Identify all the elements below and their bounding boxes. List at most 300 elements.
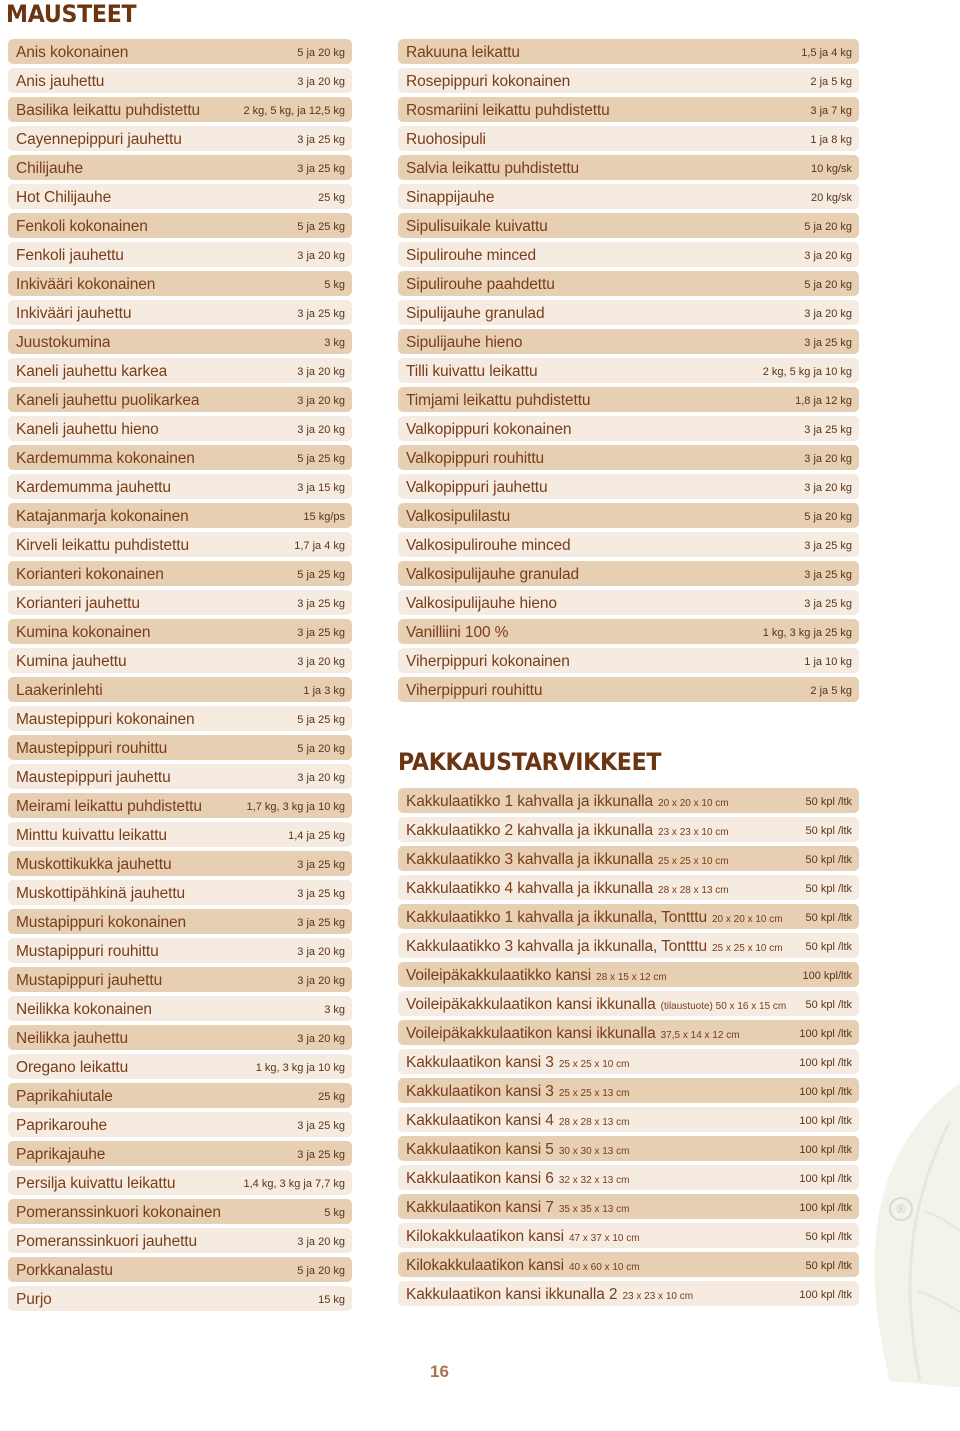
item-name-group <box>406 1025 740 1043</box>
item-quantity: 3 ja 25 kg <box>297 162 345 175</box>
item-name-group <box>16 537 189 555</box>
item-dimensions: 23 x 23 x 10 cm <box>658 826 729 838</box>
item-name-group <box>406 334 522 352</box>
item-name: Timjami leikattu puhdistettu <box>406 391 591 409</box>
item-name: Muskottikukka jauhettu <box>16 855 172 873</box>
list-item <box>8 734 352 763</box>
list-item <box>8 1169 352 1198</box>
item-quantity: 50 kpl /ltk <box>805 795 852 808</box>
list-item <box>8 241 352 270</box>
list-item <box>398 38 859 67</box>
item-quantity: 3 ja 20 kg <box>804 481 852 494</box>
item-name-group <box>16 1262 113 1280</box>
item-name: Valkosipulilastu <box>406 507 511 525</box>
item-quantity: 1 kg, 3 kg ja 10 kg <box>255 1061 345 1074</box>
list-item <box>8 154 352 183</box>
item-name-group <box>406 305 544 323</box>
item-name: Kilokakkulaatikon kansi <box>406 1256 564 1274</box>
list-item <box>8 299 352 328</box>
item-name: Persilja kuivattu leikattu <box>16 1174 176 1192</box>
item-name-group <box>16 189 111 207</box>
list-item <box>8 1140 352 1169</box>
list-item <box>8 328 352 357</box>
list-item <box>398 328 859 357</box>
list-item <box>398 1048 859 1077</box>
item-name: Paprikahiutale <box>16 1087 113 1105</box>
item-quantity: 5 ja 20 kg <box>297 1264 345 1277</box>
item-quantity: 3 ja 20 kg <box>297 75 345 88</box>
pakkaustarvikkeet-title: PAKKAUSTARVIKKEET <box>398 748 662 776</box>
item-name: Maustepippuri kokonainen <box>16 710 195 728</box>
item-name: Voileipäkakkulaatikon kansi ikkunalla <box>406 995 656 1013</box>
item-name: Sipulirouhe paahdettu <box>406 275 555 293</box>
item-name-group <box>16 421 159 439</box>
list-item <box>398 845 859 874</box>
item-dimensions: 20 x 20 x 10 cm <box>658 797 729 809</box>
item-quantity: 3 ja 7 kg <box>810 104 852 117</box>
item-name: Kakkulaatikko 4 kahvalla ja ikkunalla <box>406 879 654 897</box>
item-quantity: 5 kg <box>324 278 345 291</box>
item-name: Laakerinlehti <box>16 681 103 699</box>
list-item <box>8 212 352 241</box>
item-quantity: 1,7 kg, 3 kg ja 10 kg <box>246 800 345 813</box>
item-name: Inkivääri jauhettu <box>16 304 132 322</box>
item-name-group <box>16 1204 221 1222</box>
item-quantity: 1 kg, 3 kg ja 25 kg <box>762 626 852 639</box>
item-quantity: 3 ja 20 kg <box>297 974 345 987</box>
item-name-group <box>406 1170 629 1188</box>
list-item <box>8 1227 352 1256</box>
mausteet-list-right <box>398 38 859 705</box>
item-quantity: 3 ja 25 kg <box>804 568 852 581</box>
list-item <box>398 96 859 125</box>
item-quantity: 2 ja 5 kg <box>810 684 852 697</box>
item-dimensions: 47 x 37 x 10 cm <box>568 1232 640 1244</box>
item-name: Paprikajauhe <box>16 1145 106 1163</box>
item-name: Kardemumma kokonainen <box>16 449 195 467</box>
item-name-group <box>406 967 667 985</box>
item-name: Ruohosipuli <box>406 130 486 148</box>
item-name: Oregano leikattu <box>16 1058 129 1076</box>
item-quantity: 3 ja 25 kg <box>297 887 345 900</box>
item-name: Basilika leikattu puhdistettu <box>16 101 201 119</box>
item-quantity: 3 ja 25 kg <box>297 1148 345 1161</box>
item-name-group <box>16 682 103 700</box>
item-name-group <box>406 851 729 869</box>
item-dimensions: 28 x 15 x 12 cm <box>596 971 667 983</box>
item-name: Fenkoli jauhettu <box>16 246 124 264</box>
item-name-group <box>16 44 128 62</box>
list-item <box>8 589 352 618</box>
list-item <box>8 1198 352 1227</box>
item-name: Rakuuna leikattu <box>406 43 520 61</box>
item-name: Kaneli jauhettu hieno <box>16 420 159 438</box>
item-name: Maustepippuri rouhittu <box>16 739 168 757</box>
item-name: Sipulijauhe hieno <box>406 333 523 351</box>
item-name: Sinappijauhe <box>406 188 495 206</box>
item-quantity: 3 ja 20 kg <box>297 771 345 784</box>
item-quantity: 100 kpl /ltk <box>799 1201 852 1214</box>
item-quantity: 50 kpl /ltk <box>805 940 852 953</box>
item-name: Korianteri kokonainen <box>16 565 164 583</box>
item-quantity: 20 kg/sk <box>811 191 852 204</box>
item-name-group <box>16 885 185 903</box>
list-item <box>8 1256 352 1285</box>
item-quantity: 15 kg/ps <box>303 510 345 523</box>
item-name-group <box>406 1199 629 1217</box>
list-item <box>398 1251 859 1280</box>
item-name-group <box>406 102 610 120</box>
item-name-group <box>16 653 127 671</box>
list-item <box>8 1024 352 1053</box>
item-name-group <box>16 1059 128 1077</box>
list-item <box>398 1222 859 1251</box>
item-dimensions: 35 x 35 x 13 cm <box>558 1203 630 1215</box>
item-name-group <box>16 856 171 874</box>
item-dimensions: 25 x 25 x 13 cm <box>558 1087 630 1099</box>
item-name: Porkkanalastu <box>16 1261 113 1279</box>
list-item <box>398 154 859 183</box>
item-name: Neilikka jauhettu <box>16 1029 129 1047</box>
item-quantity: 3 ja 20 kg <box>804 452 852 465</box>
item-name-group <box>16 595 140 613</box>
item-name: Valkosipulijauhe hieno <box>406 594 557 612</box>
item-name-group <box>16 363 167 381</box>
item-name: Neilikka kokonainen <box>16 1000 152 1018</box>
item-name: Rosmariini leikattu puhdistettu <box>406 101 610 119</box>
item-name-group <box>16 1291 52 1309</box>
item-quantity: 3 ja 25 kg <box>804 336 852 349</box>
item-quantity: 3 ja 25 kg <box>804 423 852 436</box>
item-name-group <box>406 160 579 178</box>
list-item <box>8 763 352 792</box>
item-name: Kakkulaatikon kansi 5 <box>406 1140 554 1158</box>
item-name: Muskottipähkinä jauhettu <box>16 884 186 902</box>
item-name: Pomeranssinkuori kokonainen <box>16 1203 221 1221</box>
item-name: Chilijauhe <box>16 159 84 177</box>
item-name-group <box>16 624 150 642</box>
list-item <box>8 850 352 879</box>
item-name-group <box>406 1257 640 1275</box>
list-item <box>8 966 352 995</box>
list-item <box>398 1164 859 1193</box>
list-item <box>8 1053 352 1082</box>
item-name-group <box>16 943 159 961</box>
list-item <box>8 96 352 125</box>
item-dimensions: 32 x 32 x 13 cm <box>558 1174 630 1186</box>
item-name-group <box>406 1228 640 1246</box>
item-name-group <box>16 102 200 120</box>
item-name-group <box>406 938 783 956</box>
item-name: Kakkulaatikon kansi ikkunalla 2 <box>406 1285 618 1303</box>
list-item <box>8 38 352 67</box>
list-item <box>398 961 859 990</box>
item-quantity: 3 ja 25 kg <box>297 916 345 929</box>
item-name: Juustokumina <box>16 333 111 351</box>
item-name-group <box>406 1112 629 1130</box>
item-quantity: 3 ja 25 kg <box>297 597 345 610</box>
item-name: Cayennepippuri jauhettu <box>16 130 182 148</box>
item-quantity: 5 ja 20 kg <box>804 220 852 233</box>
item-quantity: 50 kpl /ltk <box>805 1230 852 1243</box>
item-quantity: 5 ja 20 kg <box>297 742 345 755</box>
list-item <box>8 1285 352 1314</box>
item-name: Minttu kuivattu leikattu <box>16 826 167 844</box>
item-quantity: 5 kg <box>324 1206 345 1219</box>
item-name-group <box>16 218 148 236</box>
item-quantity: 3 ja 25 kg <box>297 858 345 871</box>
item-name: Kaneli jauhettu karkea <box>16 362 168 380</box>
item-name: Inkivääri kokonainen <box>16 275 156 293</box>
item-quantity: 5 ja 25 kg <box>297 713 345 726</box>
item-quantity: 3 ja 25 kg <box>804 539 852 552</box>
list-item <box>398 125 859 154</box>
item-name: Kakkulaatikon kansi 3 <box>406 1053 554 1071</box>
list-item <box>398 357 859 386</box>
item-name: Voileipäkakkulaatikko kansi <box>406 966 592 984</box>
item-quantity: 15 kg <box>318 1293 345 1306</box>
item-name-group <box>16 1175 175 1193</box>
list-item <box>8 821 352 850</box>
list-item <box>398 1193 859 1222</box>
list-item <box>8 647 352 676</box>
item-name-group <box>16 450 195 468</box>
item-name-group <box>16 769 171 787</box>
list-item <box>398 1280 859 1309</box>
item-name-group <box>406 218 548 236</box>
item-name-group <box>406 421 571 439</box>
item-name: Valkopippuri rouhittu <box>406 449 545 467</box>
item-name-group <box>16 305 131 323</box>
item-name: Kakkulaatikon kansi 3 <box>406 1082 554 1100</box>
item-quantity: 100 kpl /ltk <box>799 1027 852 1040</box>
item-name-group <box>16 479 171 497</box>
item-name-group <box>16 798 202 816</box>
list-item <box>398 1135 859 1164</box>
item-quantity: 3 kg <box>324 336 345 349</box>
item-name-group <box>406 653 570 671</box>
item-quantity: 1,4 ja 25 kg <box>288 829 345 842</box>
item-name-group <box>16 1030 128 1048</box>
item-name: Kakkulaatikon kansi 6 <box>406 1169 554 1187</box>
item-name: Sipulisuikale kuivattu <box>406 217 548 235</box>
item-name: Meirami leikattu puhdistettu <box>16 797 202 815</box>
list-item <box>398 270 859 299</box>
item-name-group <box>16 914 186 932</box>
list-item <box>8 908 352 937</box>
item-name: Vanilliini 100 % <box>406 623 509 641</box>
item-dimensions: 37,5 x 14 x 12 cm <box>660 1029 740 1041</box>
item-quantity: 100 kpl /ltk <box>799 1085 852 1098</box>
item-name-group <box>406 624 508 642</box>
list-item <box>8 792 352 821</box>
item-name: Viherpippuri kokonainen <box>406 652 570 670</box>
item-quantity: 25 kg <box>318 191 345 204</box>
item-name: Mustapippuri kokonainen <box>16 913 187 931</box>
mausteet-title: MAUSTEET <box>6 0 137 28</box>
item-quantity: 5 ja 25 kg <box>297 568 345 581</box>
item-name-group <box>406 880 729 898</box>
list-item <box>8 879 352 908</box>
list-item <box>398 874 859 903</box>
list-item <box>8 502 352 531</box>
item-name: Anis jauhettu <box>16 72 105 90</box>
item-name-group <box>16 1146 105 1164</box>
item-name-group <box>16 972 162 990</box>
item-name: Salvia leikattu puhdistettu <box>406 159 580 177</box>
item-dimensions: 25 x 25 x 10 cm <box>712 942 783 954</box>
item-quantity: 3 ja 20 kg <box>297 423 345 436</box>
item-name-group <box>406 1083 629 1101</box>
item-name: Mustapippuri rouhittu <box>16 942 159 960</box>
item-quantity: 3 ja 20 kg <box>297 945 345 958</box>
item-name: Valkopippuri kokonainen <box>406 420 572 438</box>
list-item <box>398 903 859 932</box>
item-name-group <box>16 334 110 352</box>
list-item <box>8 270 352 299</box>
item-name-group <box>406 1286 693 1304</box>
item-quantity: 25 kg <box>318 1090 345 1103</box>
item-name-group <box>16 73 104 91</box>
item-quantity: 5 ja 25 kg <box>297 220 345 233</box>
item-name: Maustepippuri jauhettu <box>16 768 171 786</box>
item-quantity: 3 ja 20 kg <box>804 249 852 262</box>
item-name-group <box>406 450 544 468</box>
item-quantity: 3 ja 20 kg <box>297 655 345 668</box>
item-name-group <box>406 392 590 410</box>
item-name-group <box>16 740 167 758</box>
item-name: Tilli kuivattu leikattu <box>406 362 538 380</box>
item-name: Purjo <box>16 1290 52 1308</box>
item-quantity: 3 ja 20 kg <box>297 249 345 262</box>
item-name-group <box>406 479 548 497</box>
list-item <box>398 67 859 96</box>
list-item <box>398 299 859 328</box>
item-quantity: 2 kg, 5 kg ja 10 kg <box>762 365 852 378</box>
list-item <box>8 357 352 386</box>
list-item <box>8 125 352 154</box>
item-quantity: 3 kg <box>324 1003 345 1016</box>
registered-mark: ® <box>889 1197 913 1221</box>
item-quantity: 3 ja 20 kg <box>297 1235 345 1248</box>
item-name-group <box>406 537 571 555</box>
item-quantity: 50 kpl /ltk <box>805 911 852 924</box>
item-name-group <box>16 1233 197 1251</box>
pakkaustarvikkeet-list <box>398 787 859 1309</box>
item-quantity: 3 ja 25 kg <box>297 133 345 146</box>
item-name: Valkopippuri jauhettu <box>406 478 548 496</box>
item-quantity: 1 ja 3 kg <box>303 684 345 697</box>
item-quantity: 3 ja 20 kg <box>297 365 345 378</box>
list-item <box>398 531 859 560</box>
item-name: Katajanmarja kokonainen <box>16 507 189 525</box>
item-name: Fenkoli kokonainen <box>16 217 148 235</box>
list-item <box>398 816 859 845</box>
item-name: Kumina jauhettu <box>16 652 127 670</box>
item-quantity: 10 kg/sk <box>811 162 852 175</box>
item-quantity: 5 ja 20 kg <box>804 278 852 291</box>
item-dimensions: 25 x 25 x 10 cm <box>558 1058 630 1070</box>
item-name-group <box>406 247 536 265</box>
list-item <box>398 473 859 502</box>
item-dimensions: 30 x 30 x 13 cm <box>558 1145 630 1157</box>
item-name: Mustapippuri jauhettu <box>16 971 163 989</box>
item-name: Kakkulaatikko 2 kahvalla ja ikkunalla <box>406 821 654 839</box>
item-quantity: 1,8 ja 12 kg <box>795 394 852 407</box>
item-quantity: 100 kpl /ltk <box>799 1143 852 1156</box>
item-dimensions: 25 x 25 x 10 cm <box>658 855 729 867</box>
item-quantity: 3 ja 25 kg <box>297 1119 345 1132</box>
item-quantity: 5 ja 20 kg <box>804 510 852 523</box>
list-item <box>398 241 859 270</box>
item-quantity: 3 ja 25 kg <box>804 597 852 610</box>
item-name-group <box>406 793 729 811</box>
item-name: Anis kokonainen <box>16 43 129 61</box>
list-item <box>398 386 859 415</box>
list-item <box>8 444 352 473</box>
list-item <box>398 212 859 241</box>
item-name-group <box>16 247 124 265</box>
list-item <box>398 647 859 676</box>
item-name-group <box>16 711 195 729</box>
item-name: Kakkulaatikko 3 kahvalla ja ikkunalla <box>406 850 654 868</box>
item-name-group <box>406 566 579 584</box>
item-quantity: 3 ja 25 kg <box>297 307 345 320</box>
item-quantity: 3 ja 15 kg <box>297 481 345 494</box>
list-item <box>398 787 859 816</box>
item-quantity: 3 ja 20 kg <box>297 394 345 407</box>
item-name: Viherpippuri rouhittu <box>406 681 543 699</box>
item-quantity: 50 kpl /ltk <box>805 882 852 895</box>
list-item <box>8 618 352 647</box>
item-name: Hot Chilijauhe <box>16 188 112 206</box>
item-quantity: 5 ja 25 kg <box>297 452 345 465</box>
item-quantity: 50 kpl /ltk <box>805 1259 852 1272</box>
list-item <box>8 415 352 444</box>
item-name-group <box>16 160 83 178</box>
item-name-group <box>406 276 555 294</box>
item-dimensions: 20 x 20 x 10 cm <box>712 913 783 925</box>
list-item <box>398 502 859 531</box>
item-quantity: 1,7 ja 4 kg <box>294 539 345 552</box>
list-item <box>8 995 352 1024</box>
mausteet-list-left <box>8 38 352 1314</box>
item-name-group <box>16 1117 107 1135</box>
page-number: 16 <box>430 1362 449 1381</box>
item-name-group <box>406 44 520 62</box>
item-name-group <box>16 1088 113 1106</box>
list-item <box>398 183 859 212</box>
item-name: Kakkulaatikko 1 kahvalla ja ikkunalla <box>406 792 654 810</box>
item-dimensions: 40 x 60 x 10 cm <box>568 1261 640 1273</box>
item-quantity: 50 kpl /ltk <box>805 853 852 866</box>
list-item <box>398 1106 859 1135</box>
item-name: Valkosipulijauhe granulad <box>406 565 580 583</box>
item-name-group <box>16 827 167 845</box>
item-name: Kilokakkulaatikon kansi <box>406 1227 564 1245</box>
list-item <box>398 589 859 618</box>
list-item <box>8 386 352 415</box>
item-name-group <box>16 566 164 584</box>
item-name: Kakkulaatikon kansi 7 <box>406 1198 554 1216</box>
item-name-group <box>406 1054 629 1072</box>
item-quantity: 2 kg, 5 kg, ja 12,5 kg <box>243 104 345 117</box>
item-name: Korianteri jauhettu <box>16 594 140 612</box>
item-name: Paprikarouhe <box>16 1116 107 1134</box>
item-name: Valkosipulirouhe minced <box>406 536 571 554</box>
item-name: Kardemumma jauhettu <box>16 478 171 496</box>
item-name-group <box>406 363 538 381</box>
